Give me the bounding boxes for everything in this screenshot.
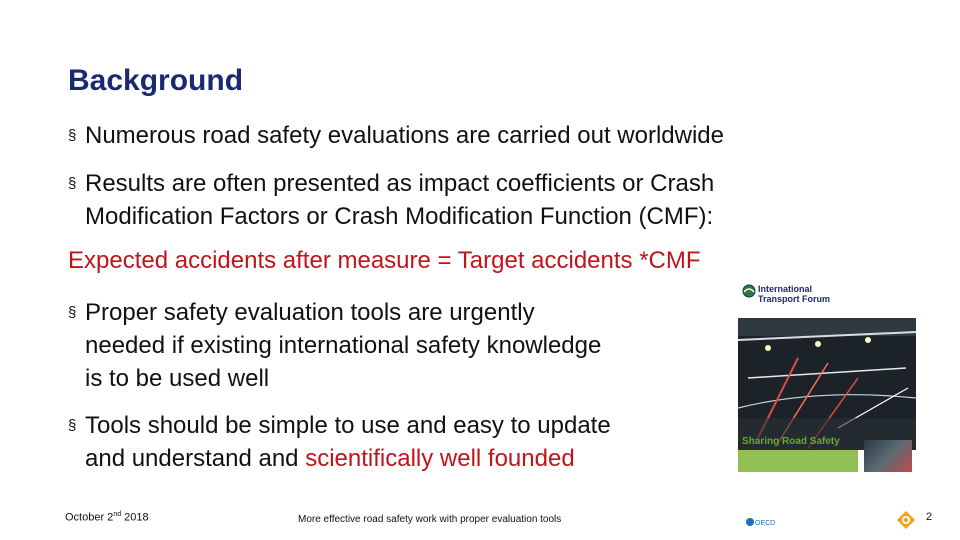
night-road-photo <box>738 318 916 450</box>
cmf-formula: Expected accidents after measure = Target accidents *CMF <box>68 247 701 274</box>
publisher-line-2: Transport Forum <box>758 294 831 304</box>
report-title: Sharing Road Safety <box>742 436 840 447</box>
itf-badge-icon <box>896 510 916 530</box>
cover-thumbnail <box>864 440 912 472</box>
date-suffix: 2018 <box>121 511 149 524</box>
slide-title: Background <box>68 64 244 97</box>
cover-band <box>738 450 858 472</box>
svg-text:OECD: OECD <box>755 520 776 527</box>
footer-title: More effective road safety work with proper evaluation tools <box>298 514 562 525</box>
bullet-tools-needed <box>68 296 601 395</box>
oecd-logo-icon <box>745 515 777 529</box>
publisher-name <box>758 284 830 304</box>
bullet-text-line-1: Tools should be simple to use and easy to update <box>85 412 611 439</box>
page-number: 2 <box>926 511 933 523</box>
bullet-text-line-2 <box>68 442 611 475</box>
bullet-marker: § <box>68 175 77 192</box>
bullet-marker: § <box>68 417 77 434</box>
bullet-marker: § <box>68 127 77 144</box>
bullet-text-line-1: Results are often presented as impact coefficients or Crash <box>85 170 715 197</box>
highlight-text: scientifically well founded <box>305 445 575 472</box>
bullet-tools-simple <box>68 409 611 475</box>
bullet-text-line-1: Proper safety evaluation tools are urgently <box>85 299 535 326</box>
footer-date <box>65 511 149 524</box>
bullet-text-prefix: and understand and <box>85 445 306 472</box>
bullet-results <box>68 167 714 233</box>
bullet-evaluations <box>68 119 724 152</box>
report-cover-image <box>738 282 916 482</box>
bullet-text-line-2: needed if existing international safety knowledge <box>85 332 602 359</box>
bullet-text: Numerous road safety evaluations are carried out worldwide <box>85 122 724 149</box>
date-prefix: October 2 <box>65 511 114 524</box>
itf-logo-icon <box>742 284 756 298</box>
bullet-marker: § <box>68 304 77 321</box>
publisher-line-1: International <box>758 284 813 294</box>
bullet-text-line-3: is to be used well <box>85 365 270 392</box>
bullet-text-line-2: Modification Factors or Crash Modification Function (CMF): <box>85 203 714 230</box>
date-superscript: nd <box>113 511 122 518</box>
